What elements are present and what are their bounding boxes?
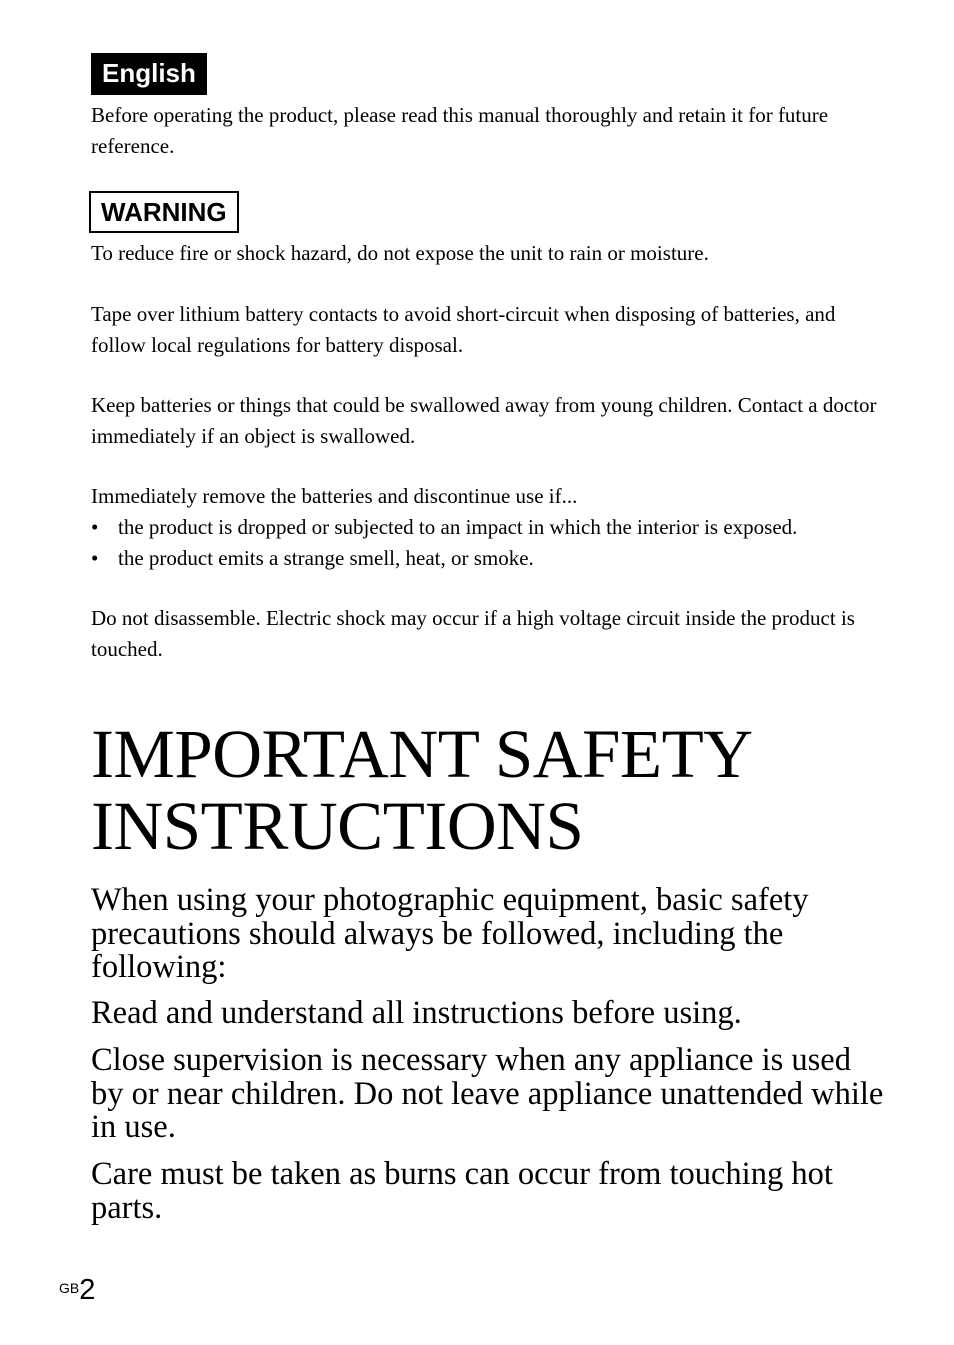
warning-paragraph-swallow: Keep batteries or things that could be swallowed away from young children. Contact a doctor immediately if an object is swallowed. bbox=[91, 393, 877, 448]
warning-paragraph-fire: To reduce fire or shock hazard, do not expose the unit to rain or moisture. bbox=[91, 241, 709, 265]
bullet-text: the product emits a strange smell, heat, or smoke. bbox=[118, 545, 534, 570]
page-number bbox=[59, 1274, 95, 1307]
warning-paragraph-disassemble: Do not disassemble. Electric shock may occur if a high voltage circuit inside the product is touched. bbox=[91, 606, 855, 661]
bullet-icon: • bbox=[91, 515, 99, 539]
safety-paragraph-burns: Care must be taken as burns can occur from touching hot parts. bbox=[91, 1156, 833, 1226]
list-item bbox=[91, 512, 901, 543]
warning-bullet-list bbox=[91, 512, 901, 573]
page-title: IMPORTANT SAFETY INSTRUCTIONS bbox=[91, 716, 750, 864]
intro-text: Before operating the product, please read this manual thoroughly and retain it for future reference. bbox=[91, 103, 829, 158]
list-item bbox=[91, 543, 901, 574]
bullet-icon: • bbox=[91, 545, 99, 570]
bullet-text: the product is dropped or subjected to an impact in which the interior is exposed. bbox=[118, 515, 798, 539]
safety-paragraph-supervision: Close supervision is necessary when any appliance is used by or near children. Do not leave appliance unattended while in use. bbox=[91, 1042, 884, 1145]
page-number-value: 2 bbox=[79, 1274, 96, 1306]
region-code: GB bbox=[59, 1280, 80, 1296]
safety-paragraph-precautions: When using your photographic equipment, basic safety precautions should always be followed, including the following: bbox=[91, 882, 809, 985]
warning-paragraph-remove-batteries: Immediately remove the batteries and discontinue use if... bbox=[91, 484, 578, 508]
safety-paragraph-read: Read and understand all instructions before using. bbox=[91, 995, 742, 1031]
warning-label: WARNING bbox=[89, 191, 239, 233]
warning-paragraph-battery-tape: Tape over lithium battery contacts to avoid short-circuit when disposing of batteries, and follow local regulations for battery disposal. bbox=[91, 302, 836, 357]
language-tag: English bbox=[91, 53, 207, 95]
